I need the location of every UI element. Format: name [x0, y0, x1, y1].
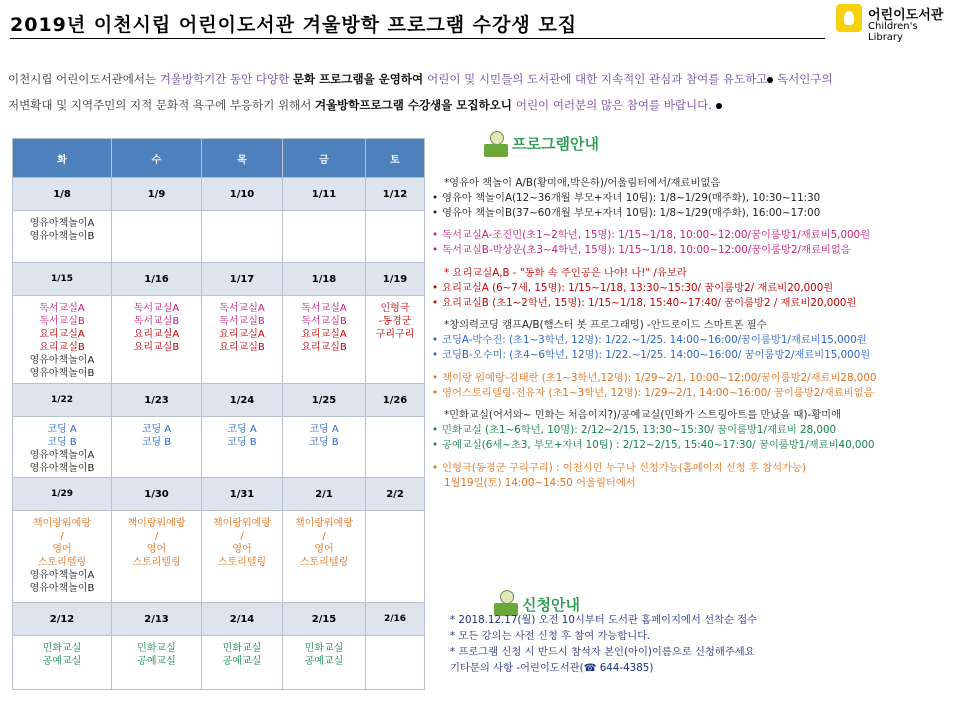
program-entry: 공예교실 [137, 656, 176, 667]
date-cell: 1/29 [13, 478, 112, 511]
intro-paragraph [8, 66, 958, 118]
program-entry: 요리교실B [39, 342, 85, 353]
schedule-calendar [12, 138, 425, 690]
program-entry: 요리교실B [301, 342, 347, 353]
program-info-line: • 요리교실A (6~7세, 15명): 1/15~1/18, 13:30~15:30/ 꿈이룸방2/ 재료비20,000원 [430, 281, 876, 296]
date-row [13, 384, 425, 417]
program-entry: 영어 [232, 544, 252, 555]
program-info-line: • 영어스토리텔링-전유자 (초1~3학년, 12명): 1/29~2/1, 14:00~16:00/ 꿈이룸방2/재료비없음 [430, 386, 876, 401]
program-info-line: • 민화교실 (초1~6학년, 10명): 2/12~2/15, 13:30~15:30/ 꿈이룸방1/재료비 28,000 [430, 423, 876, 438]
date-cell: 1/10 [202, 178, 283, 211]
program-entry: 독서교실A [219, 303, 265, 314]
program-entry: -동경군 [378, 316, 412, 327]
program-info-line: • 독서교실A-조진민(초1~2학년, 15명): 1/15~1/18, 10:00~12:00/꿈이룸방1/재료비5,000원 [430, 228, 876, 243]
program-entry: 코딩 B [141, 437, 172, 448]
program-entry: 요리교실A [39, 329, 85, 340]
program-info-line: • 인형극(동경군 구리구리) : 이천시민 누구나 신청가능(홈페이지 신청 후 참석가능) [430, 461, 876, 476]
spacer [430, 400, 876, 408]
program-info-line: • 독서교실B-박상운(초3~4학년, 15명): 1/15~1/18, 10:00~12:00/꿈이룸방2/재료비없음 [430, 243, 876, 258]
schedule-row [13, 296, 425, 384]
schedule-cell [366, 511, 425, 603]
apply-heading: 신청안내 [522, 596, 580, 614]
program-entry: 영어 [314, 544, 334, 555]
program-info-line: • 책이랑 워예랑-김태란 (초1~3학년,12명): 1/29~2/1, 10:00~12:00/꿈이룸방2/재료비28,000 [430, 371, 876, 386]
program-entry: 독서교실A [133, 303, 180, 314]
program-entry: 코딩 A [227, 424, 257, 435]
date-row [13, 263, 425, 296]
schedule-row [13, 636, 425, 690]
program-entry: 영유아책놀이B [29, 463, 95, 474]
schedule-cell [13, 636, 112, 690]
intro-part: 겨울방학기간 동안 다양한 [159, 72, 293, 86]
program-info [430, 176, 876, 490]
schedule-cell [13, 296, 112, 384]
program-entry: 요리교실A [133, 329, 180, 340]
apply-info-line: * 2018.12.17(월) 오전 10시부터 도서관 홈페이지에서 선착순 접수 [450, 614, 758, 626]
apply-info [450, 612, 757, 676]
program-entry: 요리교실B [219, 342, 265, 353]
date-cell: 1/19 [366, 263, 425, 296]
program-entry: 독서교실B [133, 316, 180, 327]
intro-part: 어린이 및 시민들의 도서관에 대한 지속적인 관심과 참여를 유도하고 [427, 72, 768, 86]
date-cell: 2/16 [366, 603, 425, 636]
date-cell: 2/15 [283, 603, 366, 636]
intro-part: 이천시립 어린이도서관에서는 [8, 72, 160, 86]
date-cell: 2/12 [13, 603, 112, 636]
program-entry: 영어 [146, 544, 167, 555]
schedule-cell [112, 511, 202, 603]
schedule-cell [112, 417, 202, 478]
program-entry: 인형극 [380, 303, 410, 314]
page-title: 2019년 이천시립 어린이도서관 겨울방학 프로그램 수강생 모집 [10, 14, 578, 36]
title-underline [10, 38, 825, 39]
program-entry: 책이랑워예랑 [127, 518, 186, 529]
schedule-cell [13, 211, 112, 263]
spacer [430, 363, 876, 371]
program-heading: 프로그램안내 [512, 135, 599, 153]
apply-info-line: 기타문의 사항 -어린이도서관(☎ 644-4385) [450, 662, 654, 674]
program-info-line: • 요리교실B (초1~2학년, 15명): 1/15~1/18, 15:40~17:40/ 꿈이룸방2 / 재료비20,000원 [430, 296, 876, 311]
date-cell: 1/18 [283, 263, 366, 296]
intro-part: 독서인구의 [773, 72, 833, 86]
program-entry: / [60, 531, 64, 542]
program-entry: 영어 [52, 544, 72, 555]
schedule-cell [13, 417, 112, 478]
date-cell: 1/11 [283, 178, 366, 211]
program-info-line: *영유아 책놀이 A/B(황미애,박은하)/어울림터에서/재료비없음 [444, 177, 721, 189]
library-logo-icon [836, 4, 862, 32]
program-entry: 민화교실 [222, 643, 262, 654]
program-entry: 영유아책놀이B [29, 231, 95, 242]
date-cell: 1/9 [112, 178, 202, 211]
program-info-line: *창의력코딩 캠프A/B(햄스터 봇 프로그래밍) -안드로이드 스마트폰 필수 [444, 319, 767, 332]
logo-english: Children's Library [868, 21, 918, 43]
reading-child-icon [482, 131, 510, 159]
schedule-row [13, 417, 425, 478]
program-entry: 요리교실A [219, 329, 265, 340]
program-info-line: • 코딩B-오수미: (초4~6학년, 12명): 1/22.~1/25. 14:00~16:00/ 꿈이룸방2/재료비15,000원 [430, 348, 876, 363]
date-row [13, 178, 425, 211]
program-entry: 책이랑워예랑 [33, 518, 91, 529]
schedule-cell [283, 417, 366, 478]
program-info-line: • 영유아 책놀이B(37~60개월 부모+자녀 10팀): 1/8~1/29(매주화), 16:00~17:00 [430, 206, 876, 221]
bullet-dot-icon [716, 103, 722, 109]
program-entry: 공예교실 [222, 656, 262, 667]
library-logo [832, 2, 954, 43]
date-cell: 1/26 [366, 384, 425, 417]
schedule-cell [112, 636, 202, 690]
program-entry: 독서교실B [219, 316, 265, 327]
program-entry: 독서교실A [301, 303, 347, 314]
program-entry: 영유아책놀이A [29, 218, 95, 229]
program-entry: 코딩 A [309, 424, 339, 435]
program-entry: 영유아책놀이B [29, 368, 95, 379]
schedule-cell [202, 511, 283, 603]
date-cell: 1/12 [366, 178, 425, 211]
program-info-line: *민화교실(어서와~ 민화는 처음이지?)/공예교실(민화가 스트링아트를 만났을 때)-황미애 [444, 409, 842, 422]
logo-korean: 어린이도서관 [868, 8, 944, 23]
program-entry: 코딩 A [141, 424, 172, 435]
date-cell: 1/30 [112, 478, 202, 511]
date-cell: 2/14 [202, 603, 283, 636]
program-entry: 코딩 B [309, 437, 339, 448]
schedule-cell [202, 211, 283, 263]
program-entry: 코딩 A [47, 424, 77, 435]
program-entry: 책이랑워예랑 [295, 518, 353, 529]
spacer [430, 453, 876, 461]
program-entry: 영유아책놀이B [29, 583, 95, 594]
date-cell: 2/2 [366, 478, 425, 511]
intro-part: 어린이 여러분의 많은 참여를 바랍니다. [515, 98, 712, 112]
spacer [430, 220, 876, 228]
date-cell: 1/16 [112, 263, 202, 296]
program-info-line: • 공예교실(6세~초3, 부모+자녀 10팀) : 2/12~2/15, 15:40~17:30/ 꿈이룸방1/재료비40,000 [430, 438, 876, 453]
program-entry: 구리구리 [375, 329, 415, 340]
program-entry: 영유아책놀이A [29, 355, 95, 366]
program-entry: 민화교실 [42, 643, 82, 654]
program-entry: / [154, 531, 159, 542]
program-entry: 스토리텔링 [299, 557, 349, 568]
program-info-line: 1월19일(토) 14:00~14:50 어울림터에서 [444, 476, 636, 489]
day-header: 토 [366, 139, 425, 178]
program-entry: 공예교실 [304, 656, 344, 667]
date-cell: 1/15 [13, 263, 112, 296]
schedule-cell [283, 511, 366, 603]
program-info-line: • 영유아 책놀이A(12~36개월 부모+자녀 10팀): 1/8~1/29(매주화), 10:30~11:30 [430, 191, 876, 206]
date-row [13, 603, 425, 636]
date-cell: 2/1 [283, 478, 366, 511]
date-cell: 1/8 [13, 178, 112, 211]
day-header: 화 [13, 139, 112, 178]
day-header: 금 [283, 139, 366, 178]
program-entry: 독서교실A [39, 303, 85, 314]
program-entry: 스토리텔링 [37, 557, 87, 568]
program-entry: 영유아책놀이A [29, 450, 95, 461]
program-entry: 독서교실B [301, 316, 347, 327]
schedule-cell [202, 636, 283, 690]
schedule-cell [112, 296, 202, 384]
date-cell: 1/22 [13, 384, 112, 417]
schedule-cell [202, 296, 283, 384]
intro-part: 문화 프로그램을 운영하여 [292, 72, 428, 86]
schedule-cell [112, 211, 202, 263]
schedule-row [13, 211, 425, 263]
apply-info-line: * 프로그램 신청 시 반드시 참석자 본인(아이)이름으로 신청해주세요 [450, 646, 755, 658]
program-entry: 민화교실 [137, 643, 176, 654]
program-info-line: • 코딩A-박수진: (초1~3학년, 12명): 1/22.~1/25. 14:00~16:00/꿈이룸방1/재료비15,000원 [430, 333, 876, 348]
calendar-header-row [13, 139, 425, 178]
schedule-cell [283, 636, 366, 690]
schedule-cell [283, 211, 366, 263]
date-cell: 1/24 [202, 384, 283, 417]
program-entry: / [322, 531, 326, 542]
date-cell: 1/17 [202, 263, 283, 296]
intro-part: 저변확대 및 지역주민의 지적 문화적 욕구에 부응하기 위해서 [8, 98, 315, 112]
date-cell: 1/31 [202, 478, 283, 511]
program-entry: / [240, 531, 244, 542]
day-header: 수 [112, 139, 202, 178]
program-entry: 영유아책놀이A [29, 570, 95, 581]
program-entry: 독서교실B [39, 316, 85, 327]
date-cell: 2/13 [112, 603, 202, 636]
apply-info-line: * 모든 강의는 사전 신청 후 참여 가능합니다. [450, 630, 651, 642]
program-entry: 스토리텔링 [217, 557, 267, 568]
date-cell: 1/23 [112, 384, 202, 417]
schedule-cell [13, 511, 112, 603]
schedule-cell [366, 296, 425, 384]
intro-part: 겨울방학프로그램 수강생을 모집하오니 [314, 98, 516, 112]
program-entry: 코딩 B [47, 437, 77, 448]
schedule-cell [202, 417, 283, 478]
program-info-line: * 요리교실A,B - "동화 속 주인공은 나야! 나!" /유보라 [444, 266, 687, 279]
program-entry: 공예교실 [42, 656, 82, 667]
program-entry: 민화교실 [304, 643, 344, 654]
date-cell: 1/25 [283, 384, 366, 417]
program-entry: 요리교실A [301, 329, 347, 340]
day-header: 목 [202, 139, 283, 178]
program-entry: 코딩 B [227, 437, 257, 448]
spacer [430, 310, 876, 318]
schedule-cell [366, 211, 425, 263]
date-row [13, 478, 425, 511]
spacer [430, 258, 876, 266]
program-entry: 스토리텔링 [132, 557, 181, 568]
schedule-row [13, 511, 425, 603]
program-entry: 요리교실B [133, 342, 180, 353]
schedule-cell [366, 417, 425, 478]
schedule-cell [366, 636, 425, 690]
program-entry: 책이랑워예랑 [213, 518, 271, 529]
schedule-cell [283, 296, 366, 384]
